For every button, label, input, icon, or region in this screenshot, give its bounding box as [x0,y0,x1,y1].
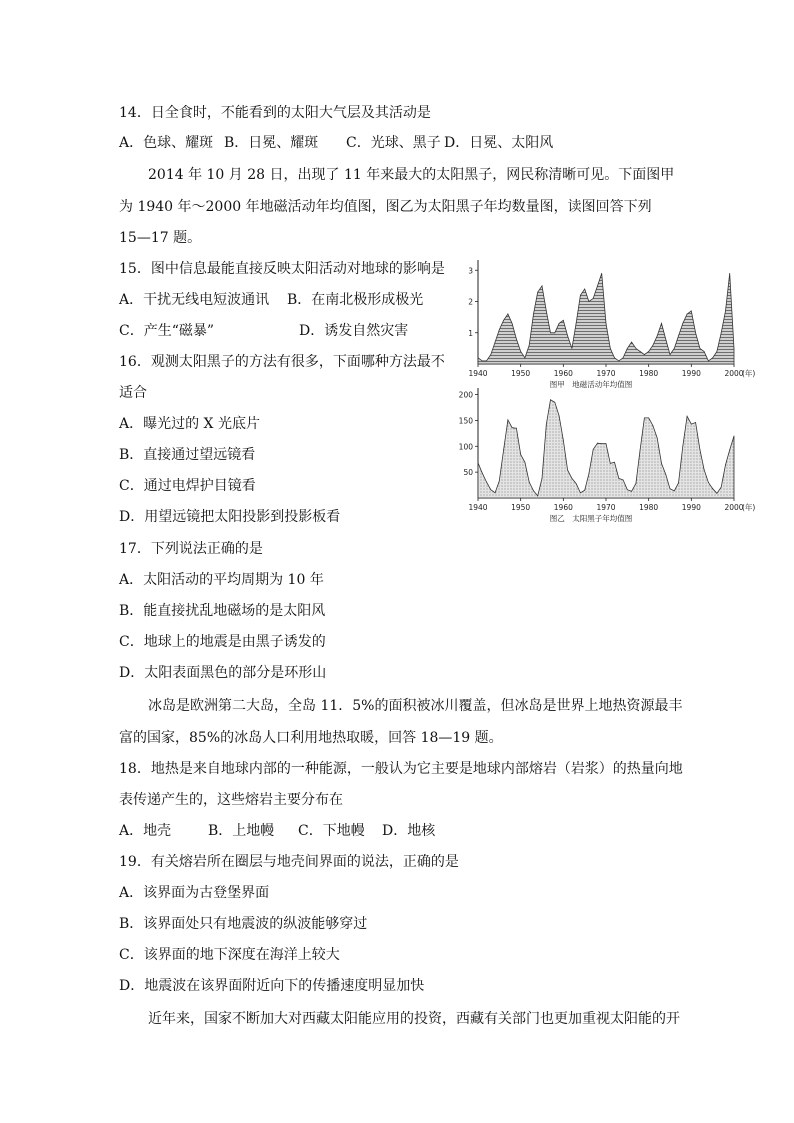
q19-option-c: C．该界面的地下深度在海洋上较大 [119,947,340,963]
data-point [508,420,509,421]
x-tick-label: 1970 [596,503,616,512]
q14-option-d: D．日冕、太阳风 [444,135,554,151]
chart-title: 图乙 太阳黑子年均值图 [549,514,633,523]
data-point [546,424,547,425]
data-point [533,314,534,315]
data-point [657,438,658,439]
data-point [610,348,611,349]
data-point [576,323,577,324]
data-point [563,320,564,321]
q15-option-c: C．产生“磁暴” [119,323,215,339]
data-point [640,351,641,352]
data-point [712,488,713,489]
data-point [729,273,730,274]
data-point [725,311,726,312]
x-tick-label: 1980 [639,503,659,512]
data-point [644,354,645,355]
q17-option-a: A．太阳活动的平均周期为 10 年 [119,572,324,588]
x-tick-label: 1960 [553,503,573,512]
q16-stem-line1: 16．观测太阳黑子的方法有很多，下面哪种方法最不 [119,354,445,370]
data-point [614,462,615,463]
x-tick-label: 2000 [724,369,744,378]
data-point [674,490,675,491]
q18-stem-line1: 18．地热是来自地球内部的一种能源，一般认为它主要是地球内部熔岩（岩浆）的热量向地 [119,761,683,777]
intro1-line2: 为 1940 年～2000 年地磁活动年均值图，图乙为太阳黑子年均数量图，读图回答下列 [119,199,652,215]
data-point [563,440,564,441]
data-point [537,496,538,497]
data-point [542,478,543,479]
data-point [687,314,688,315]
data-point [508,314,509,315]
data-point [691,311,692,312]
q18-stem-line2: 表传递产生的，这些熔岩主要分布在 [119,792,343,808]
data-point [593,449,594,450]
data-point [695,422,696,423]
data-point [520,454,521,455]
data-point [512,427,513,428]
x-axis-unit: (年) [742,369,756,378]
q16-option-d: D．用望远镜把太阳投影到投影板看 [119,509,341,525]
data-point [490,354,491,355]
data-point [665,474,666,475]
q16-option-b: B．直接通过望远镜看 [119,447,256,463]
y-tick-label: 50 [463,468,473,478]
data-point [695,332,696,333]
data-point [614,357,615,358]
data-point [495,342,496,343]
data-point [499,329,500,330]
data-point [546,311,547,312]
data-point [550,399,551,400]
y-tick-label: 200 [458,390,473,400]
q17-option-c: C．地球上的地震是由黑子诱发的 [119,634,326,650]
data-point [606,323,607,324]
data-point [486,361,487,362]
x-tick-label: 1940 [468,369,488,378]
data-point [721,487,722,488]
data-point [623,357,624,358]
data-point [589,473,590,474]
data-point [623,480,624,481]
q19-option-d: D．地震波在该界面附近向下的传播速度明显加快 [119,978,425,994]
data-point [665,339,666,340]
data-point [704,351,705,352]
data-point [721,332,722,333]
data-point [653,345,654,346]
data-point [644,418,645,419]
intro1-line3: 15—17 题。 [119,230,202,246]
series-area [478,273,734,364]
data-point [682,323,683,324]
q14-option-a: A．色球、耀斑 [119,135,214,151]
data-point [516,339,517,340]
data-point [670,354,671,355]
data-point [678,483,679,484]
data-point [559,415,560,416]
q14-option-b: B．日冕、耀斑 [224,135,319,151]
data-point [520,351,521,352]
data-point [636,348,637,349]
x-tick-label: 1950 [511,503,531,512]
data-point [618,361,619,362]
geomagnetic-activity-chart [462,256,772,390]
data-point [567,336,568,337]
data-point [584,490,585,491]
data-point [478,357,479,358]
data-point [657,336,658,337]
q14-options [119,133,553,153]
sunspot-count-chart [458,386,772,526]
x-tick-label: 1990 [681,503,701,512]
data-point [503,320,504,321]
data-point [495,492,496,493]
x-tick-label: 1960 [553,369,573,378]
q19-option-a: A．该界面为古登堡界面 [119,885,270,901]
data-point [559,323,560,324]
data-point [661,323,662,324]
data-point [601,273,602,274]
data-point [597,286,598,287]
y-tick-label: 100 [458,442,473,452]
data-point [725,465,726,466]
q15-stem: 15．图中信息最能直接反映太阳活动对地球的影响是 [119,261,445,277]
data-point [482,361,483,362]
data-point [610,463,611,464]
q16-stem-line2: 适合 [119,385,147,401]
data-point [529,345,530,346]
data-point [542,286,543,287]
data-point [529,482,530,483]
q15-options-row2 [119,321,408,341]
data-point [537,292,538,293]
y-tick-label: 150 [458,416,473,426]
data-point [567,470,568,471]
x-tick-label: 1990 [681,369,701,378]
data-point [572,478,573,479]
data-point [691,424,692,425]
y-tick-label: 2 [468,297,473,307]
chart-title: 图甲 地磁活动年均值图 [549,380,633,389]
data-point [503,450,504,451]
data-point [640,450,641,451]
q15-options-row1 [119,290,423,310]
data-point [687,416,688,417]
q18-option-b: B．上地幔 [208,823,275,839]
x-axis-unit: (年) [742,503,756,512]
data-point [708,482,709,483]
q18-option-c: C．下地幔 [298,823,365,839]
x-tick-label: 1980 [639,369,659,378]
q18-option-a: A．地壳 [119,823,172,839]
x-tick-label: 1940 [468,503,488,512]
x-tick-label: 2000 [724,503,744,512]
y-tick-label: 1 [468,328,473,338]
intro2-line2: 富的国家，85%的冰岛人口利用地热取暖，回答 18—19 题。 [119,730,503,746]
data-point [700,348,701,349]
data-point [682,446,683,447]
q15-option-d: D．诱发自然灾害 [299,323,409,339]
data-point [516,428,517,429]
data-point [734,348,735,349]
series-area [478,400,734,498]
data-point [700,449,701,450]
data-point [499,481,500,482]
data-point [580,492,581,493]
data-point [606,443,607,444]
data-point [593,298,594,299]
data-point [631,491,632,492]
data-point [580,295,581,296]
data-point [478,462,479,463]
data-point [482,473,483,474]
data-point [589,301,590,302]
data-point [554,332,555,333]
data-point [734,436,735,437]
q18-options [119,821,435,841]
data-point [631,342,632,343]
data-point [572,348,573,349]
data-point [550,332,551,333]
data-point [525,357,526,358]
q18-option-d: D．地核 [382,823,436,839]
intro2-line1: 冰岛是欧洲第二大岛，全岛 11．5%的面积被冰川覆盖，但冰岛是世界上地热资源最丰 [148,698,683,714]
data-point [576,483,577,484]
data-point [708,361,709,362]
data-point [554,402,555,403]
data-point [525,462,526,463]
q19-option-b: B．该界面处只有地震波的纵波能够穿过 [119,916,368,932]
q17-option-d: D．太阳表面黑色的部分是环形山 [119,665,327,681]
q16-option-a: A．曝光过的 X 光底片 [119,416,260,432]
data-point [486,482,487,483]
y-tick-label: 3 [468,266,473,276]
data-point [712,357,713,358]
x-tick-label: 1970 [596,369,616,378]
data-point [678,336,679,337]
data-point [717,351,718,352]
data-point [717,493,718,494]
q14-stem: 14．日全食时，不能看到的太阳大气层及其活动是 [119,105,431,121]
data-point [704,469,705,470]
data-point [584,289,585,290]
q15-option-b: B．在南北极形成极光 [287,292,424,308]
data-point [653,425,654,426]
data-point [674,348,675,349]
data-point [636,483,637,484]
data-point [627,348,628,349]
data-point [648,351,649,352]
data-point [490,489,491,490]
intro3-line1: 近年来，国家不断加大对西藏太阳能应用的投资，西藏有关部门也更加重视太阳能的开 [148,1011,680,1027]
q16-option-c: C．通过电焊护目镜看 [119,478,256,494]
q17-option-b: B．能直接扰乱地磁场的是太阳风 [119,603,326,619]
data-point [512,323,513,324]
data-point [618,478,619,479]
data-point [597,443,598,444]
data-point [670,488,671,489]
data-point [648,418,649,419]
data-point [729,450,730,451]
data-point [533,490,534,491]
q17-stem: 17．下列说法正确的是 [119,541,263,557]
data-point [601,443,602,444]
q15-option-a: A．干扰无线电短波通讯 [119,292,270,308]
q19-stem: 19．有关熔岩所在圈层与地壳间界面的说法，正确的是 [119,854,459,870]
data-point [627,489,628,490]
data-point [661,463,662,464]
x-tick-label: 1950 [511,369,531,378]
q14-option-c: C．光球、黑子 [346,135,441,151]
intro1-line1: 2014 年 10 月 28 日，出现了 11 年来最大的太阳黑子，网民称清晰可见。下面图甲 [148,167,675,183]
